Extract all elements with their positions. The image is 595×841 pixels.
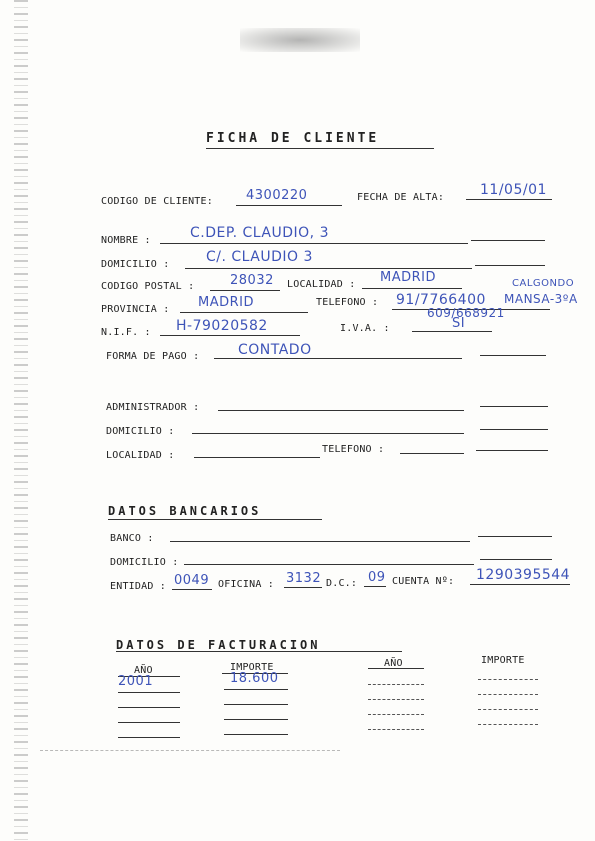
- nif-line: [160, 335, 300, 336]
- telefono-value-2[interactable]: 609/668921: [427, 306, 505, 320]
- form-title: FICHA DE CLIENTE: [206, 131, 380, 146]
- facturacion-row-line: [478, 694, 538, 695]
- localidad-value[interactable]: MADRID: [380, 270, 436, 285]
- localidad-label: LOCALIDAD :: [287, 279, 356, 290]
- dc-line: [364, 586, 386, 587]
- telefono-label: TELEFONO :: [316, 297, 379, 308]
- forma-pago-line: [214, 358, 462, 359]
- administrador-label: ADMINISTRADOR :: [106, 402, 200, 413]
- domicilio-line: [185, 268, 472, 269]
- dc-label: D.C.:: [326, 578, 358, 589]
- provincia-value[interactable]: MADRID: [198, 295, 254, 310]
- facturacion-row-line: [224, 689, 288, 690]
- admin-localidad-line: [194, 457, 320, 458]
- forma-pago-value[interactable]: CONTADO: [238, 342, 312, 358]
- facturacion-row-line: [478, 709, 538, 710]
- nombre-line-ext: [471, 240, 545, 241]
- telefono-note-1: CALGONDO: [512, 278, 575, 289]
- facturacion-col3-label: AÑO: [384, 658, 403, 669]
- facturacion-row-line: [118, 707, 180, 708]
- facturacion-title: DATOS DE FACTURACION: [116, 638, 321, 652]
- facturacion-row-line: [368, 699, 424, 700]
- facturacion-row1-year[interactable]: 2001: [118, 674, 154, 689]
- iva-label: I.V.A. :: [340, 323, 390, 334]
- scan-artifact-line: [40, 750, 340, 751]
- codigo-cliente-label: CODIGO DE CLIENTE:: [101, 196, 213, 207]
- facturacion-row-line: [368, 684, 424, 685]
- facturacion-row-line: [368, 714, 424, 715]
- nif-value[interactable]: H-79020582: [176, 318, 268, 334]
- entidad-label: ENTIDAD :: [110, 581, 166, 592]
- administrador-line-ext: [480, 406, 548, 407]
- facturacion-underline: [116, 651, 402, 652]
- admin-telefono-label: TELEFONO :: [322, 444, 385, 455]
- fecha-alta-value[interactable]: 11/05/01: [480, 182, 547, 198]
- facturacion-row-line: [478, 679, 538, 680]
- scan-smudge: [240, 28, 360, 52]
- localidad-line: [362, 288, 462, 289]
- admin-telefono-line: [400, 453, 464, 454]
- banco-domicilio-label: DOMICILIO :: [110, 557, 179, 568]
- scan-edge: [14, 0, 28, 841]
- bancarios-title: DATOS BANCARIOS: [108, 504, 262, 518]
- provincia-line: [180, 312, 308, 313]
- facturacion-row-line: [118, 722, 180, 723]
- codigo-cliente-line: [236, 205, 342, 206]
- telefono-note-2: MANSA-3ºA: [504, 292, 578, 306]
- nif-label: N.I.F. :: [101, 327, 151, 338]
- nombre-label: NOMBRE :: [101, 235, 151, 246]
- nombre-line: [160, 243, 468, 244]
- admin-localidad-label: LOCALIDAD :: [106, 450, 175, 461]
- domicilio-value[interactable]: C/. CLAUDIO 3: [206, 249, 313, 265]
- forma-pago-label: FORMA DE PAGO :: [106, 351, 200, 362]
- banco-label: BANCO :: [110, 533, 154, 544]
- fecha-alta-label: FECHA DE ALTA:: [357, 192, 445, 203]
- admin-telefono-line-ext: [476, 450, 548, 451]
- cuenta-value[interactable]: 1290395544: [476, 567, 571, 583]
- facturacion-col4-label: IMPORTE: [481, 655, 525, 666]
- facturacion-row-line: [224, 704, 288, 705]
- bancarios-underline: [108, 519, 322, 520]
- codigo-postal-label: CODIGO POSTAL :: [101, 281, 195, 292]
- facturacion-row-line: [224, 734, 288, 735]
- provincia-label: PROVINCIA :: [101, 304, 170, 315]
- facturacion-row-line: [118, 692, 180, 693]
- domicilio-label: DOMICILIO :: [101, 259, 170, 270]
- codigo-postal-value[interactable]: 28032: [230, 273, 274, 288]
- facturacion-row-line: [224, 719, 288, 720]
- forma-pago-line-ext: [480, 355, 546, 356]
- codigo-postal-line: [210, 290, 280, 291]
- facturacion-row-line: [118, 737, 180, 738]
- facturacion-row-line: [368, 729, 424, 730]
- iva-line: [412, 331, 492, 332]
- codigo-cliente-value[interactable]: 4300220: [246, 188, 308, 203]
- entidad-value[interactable]: 0049: [174, 573, 210, 588]
- facturacion-row1-importe[interactable]: 18.600: [230, 671, 279, 686]
- admin-domicilio-label: DOMICILIO :: [106, 426, 175, 437]
- nombre-value[interactable]: C.DEP. CLAUDIO, 3: [190, 225, 329, 241]
- iva-value[interactable]: SI: [452, 316, 466, 331]
- facturacion-col2-label: IMPORTE: [230, 662, 274, 673]
- facturacion-row-line: [478, 724, 538, 725]
- oficina-label: OFICINA :: [218, 579, 274, 590]
- banco-domicilio-line-ext: [480, 559, 552, 560]
- banco-line-ext: [478, 536, 552, 537]
- cuenta-label: CUENTA Nº:: [392, 576, 455, 587]
- banco-domicilio-line: [184, 564, 474, 565]
- admin-domicilio-line-ext: [480, 429, 548, 430]
- dc-value[interactable]: 09: [368, 570, 386, 585]
- administrador-line: [218, 410, 464, 411]
- telefono-value[interactable]: 91/7766400: [396, 292, 486, 308]
- fecha-alta-line: [466, 199, 552, 200]
- banco-line: [170, 541, 470, 542]
- title-underline: [206, 148, 434, 149]
- facturacion-col1-label: AÑO: [134, 665, 153, 676]
- cuenta-line: [470, 584, 570, 585]
- admin-domicilio-line: [192, 433, 464, 434]
- oficina-line: [284, 587, 322, 588]
- domicilio-line-ext: [475, 265, 545, 266]
- entidad-line: [172, 589, 212, 590]
- oficina-value[interactable]: 3132: [286, 571, 322, 586]
- facturacion-col3-header-line: [368, 668, 424, 669]
